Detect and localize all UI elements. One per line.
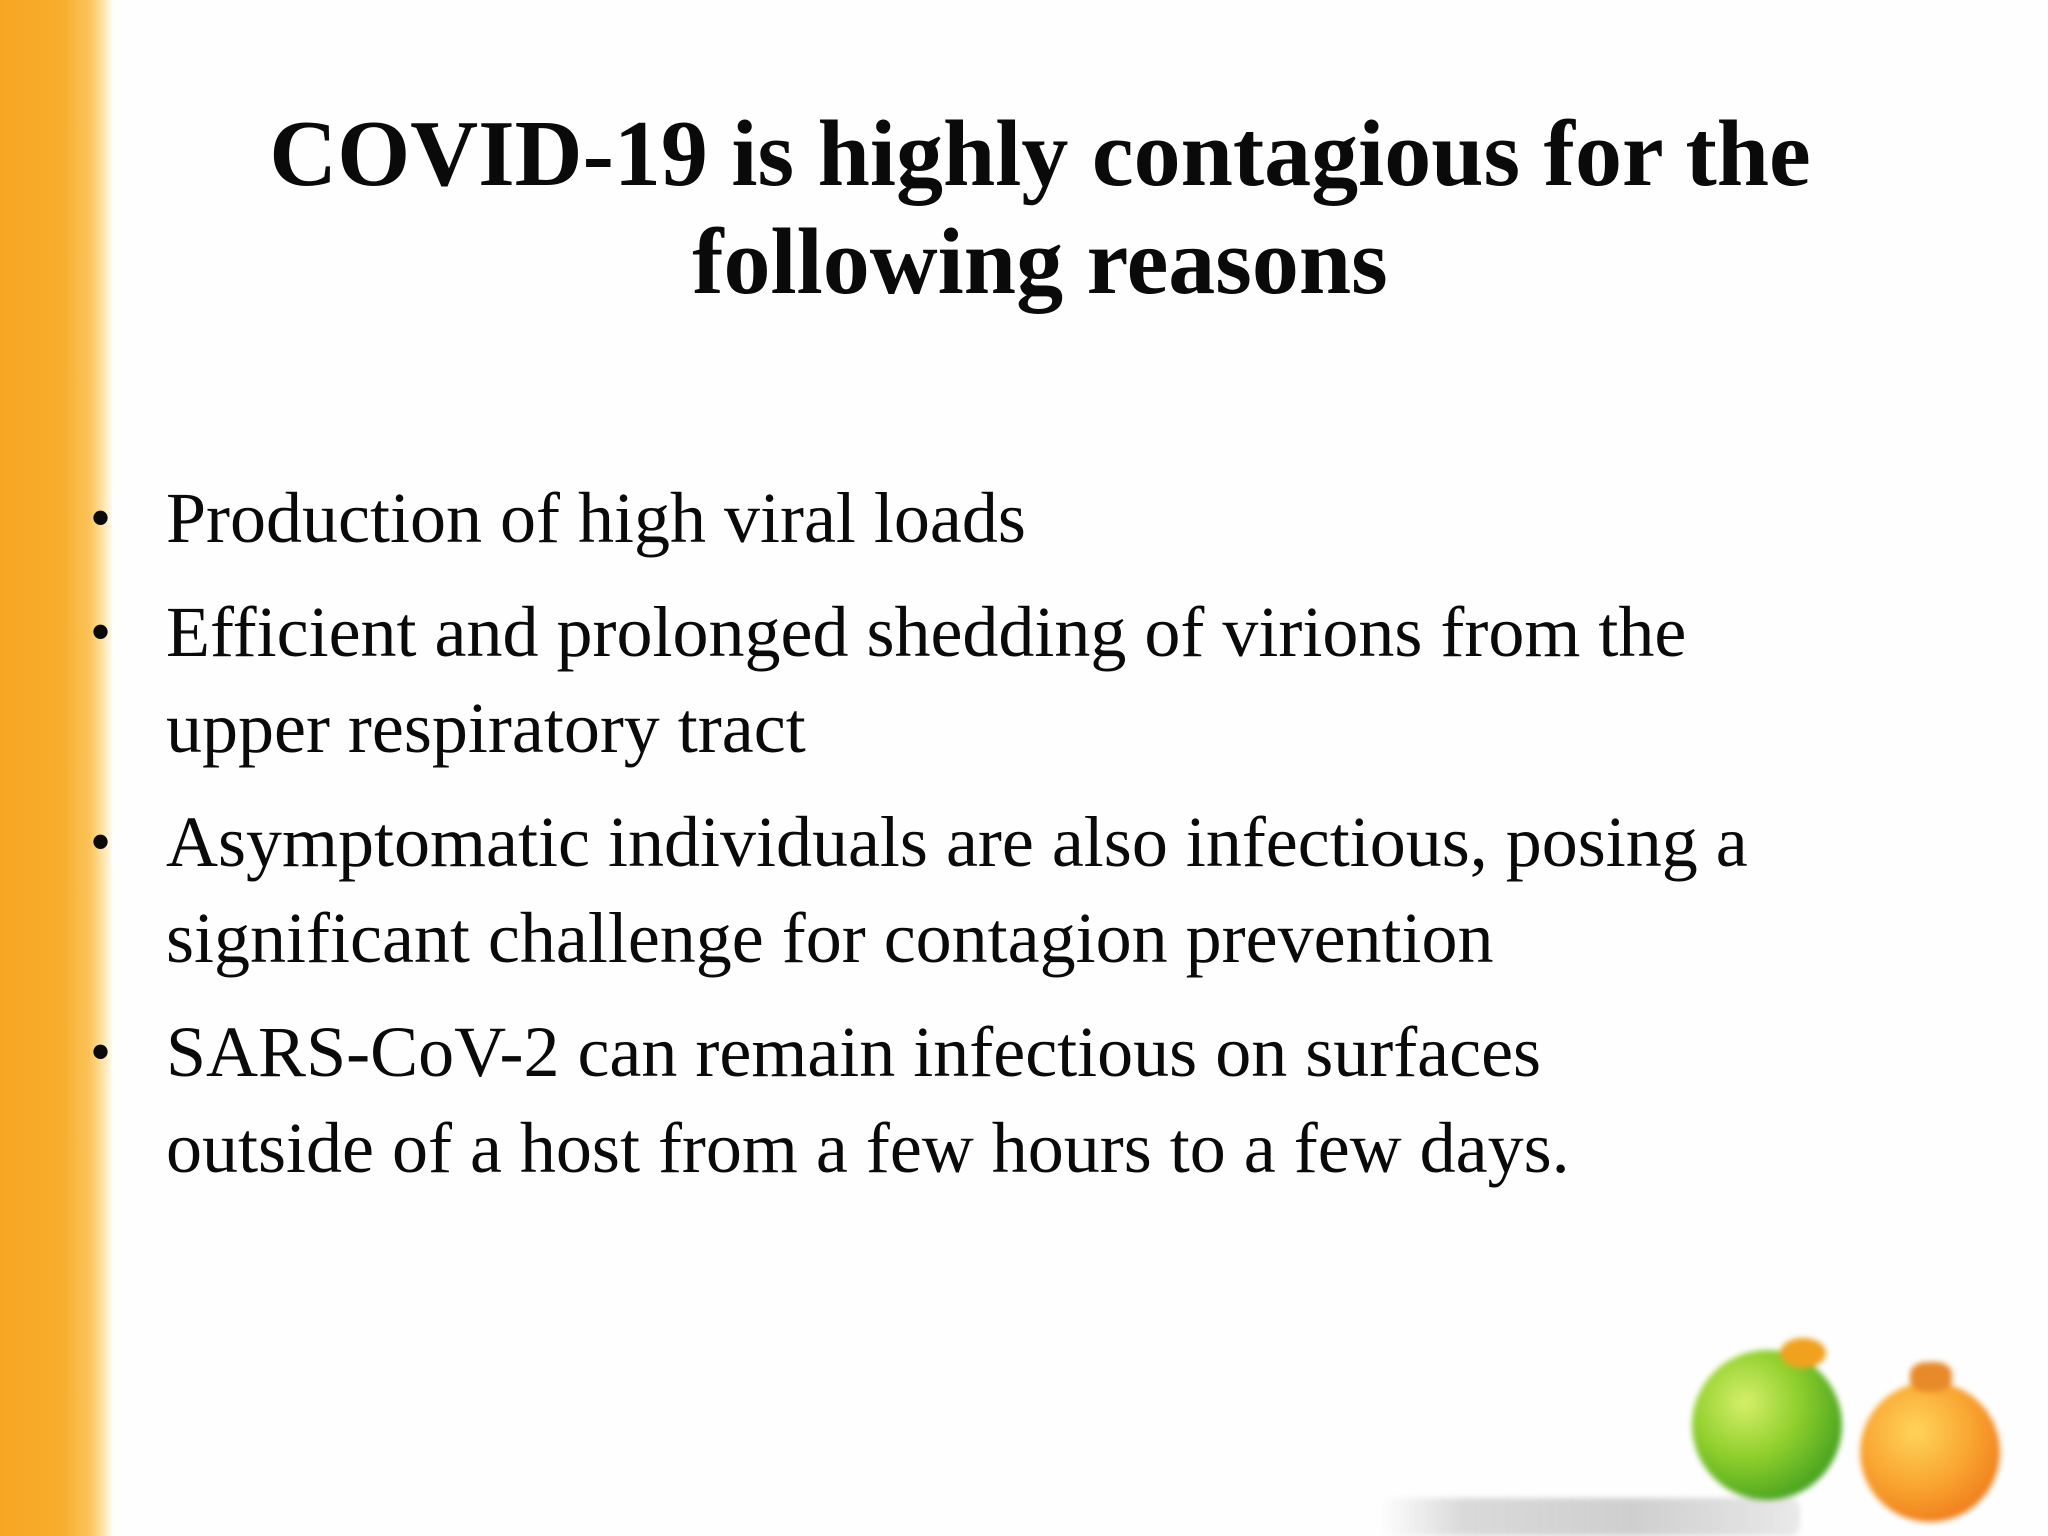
bullet-dot-icon: • bbox=[90, 599, 112, 665]
bullet-line: Efficient and prolonged shedding of virions from the bbox=[166, 592, 1687, 672]
green-ball-icon bbox=[1692, 1350, 1842, 1500]
orange-ball-icon bbox=[1860, 1382, 2000, 1522]
bullet-text bbox=[166, 584, 1988, 776]
bullet-line: significant challenge for contagion prevention bbox=[166, 898, 1494, 978]
orange-ball-cap-icon bbox=[1910, 1362, 1952, 1392]
bullet-item bbox=[88, 584, 1988, 776]
bullet-text bbox=[166, 1004, 1988, 1196]
bullet-line: outside of a host from a few hours to a few days. bbox=[166, 1108, 1570, 1188]
logo-wordmark-blur bbox=[1380, 1498, 1800, 1536]
bullet-item bbox=[88, 794, 1988, 986]
bullet-item bbox=[88, 470, 1988, 566]
bullet-dot-icon: • bbox=[90, 809, 112, 875]
bullet-dot-icon: • bbox=[90, 1019, 112, 1085]
bullet-item bbox=[88, 1004, 1988, 1196]
title-line: following reasons bbox=[692, 210, 1388, 314]
bullet-line: upper respiratory tract bbox=[166, 688, 806, 768]
slide-title bbox=[150, 100, 1930, 316]
green-ball-cap-icon bbox=[1780, 1338, 1826, 1368]
bullet-dot-icon: • bbox=[90, 485, 112, 551]
two-ornament-balls-logo-icon bbox=[1380, 1290, 2048, 1536]
bullet-line: Asymptomatic individuals are also infectious, posing a bbox=[166, 802, 1748, 882]
bullet-text bbox=[166, 794, 1988, 986]
logo-artwork bbox=[1380, 1290, 2048, 1536]
bullet-list bbox=[88, 470, 1988, 1214]
bullet-line: Production of high viral loads bbox=[166, 478, 1026, 558]
bullet-line: SARS-CoV-2 can remain infectious on surfaces bbox=[166, 1012, 1542, 1092]
bullet-text bbox=[166, 470, 1988, 566]
title-line: COVID-19 is highly contagious for the bbox=[269, 102, 1811, 206]
